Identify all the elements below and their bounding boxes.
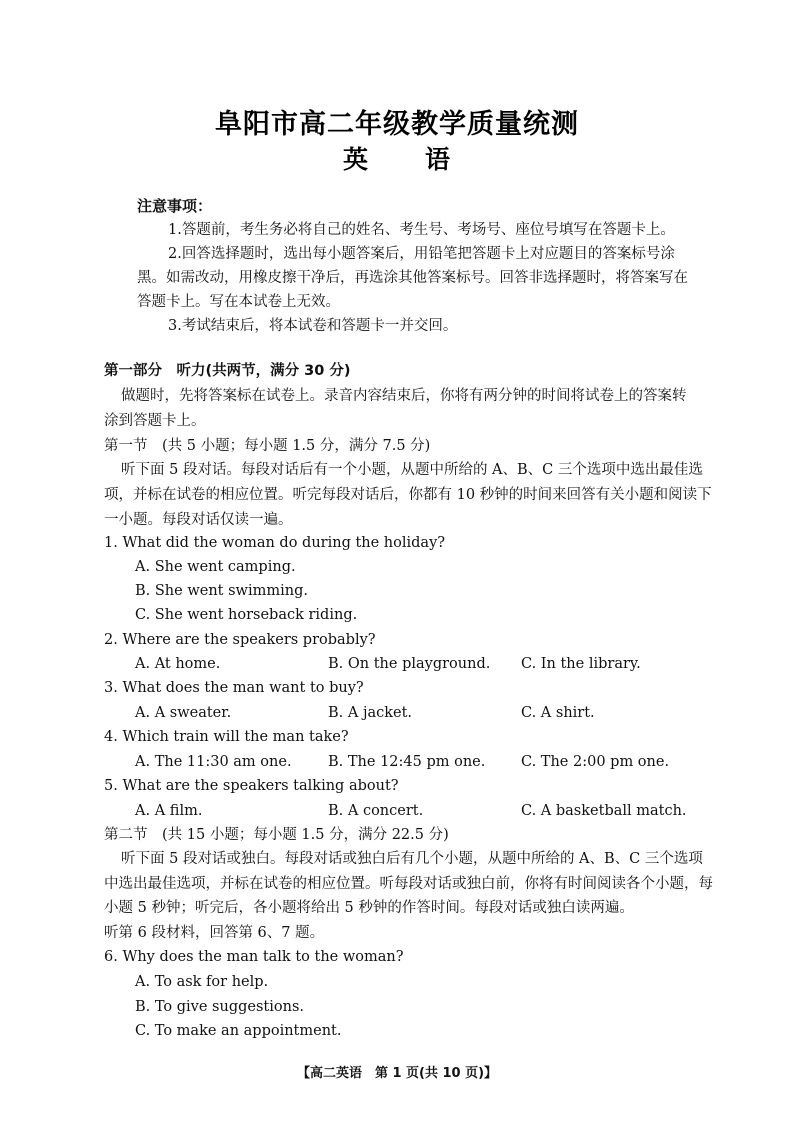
section1-intro-c: 一小题。每段对话仅读一遍。 [104,512,293,528]
exam-title: 阜阳市高二年级教学质量统测 [215,109,579,140]
question-1-option-b: B. She went swimming. [135,583,308,599]
question-5-stem: 5. What are the speakers talking about? [104,778,399,794]
notice-item-2a: 2.回答选择题时，选出每小题答案后，用铅笔把答题卡上对应题目的答案标号涂 [168,246,675,262]
subject-char-2: 语 [425,145,452,174]
notice-heading: 注意事项： [137,197,213,215]
question-3-option-b: B. A jacket. [328,705,413,721]
question-4-option-b: B. The 12:45 pm one. [328,754,486,770]
question-5-option-a: A. A film. [135,803,203,819]
question-3-stem: 3. What does the man want to buy? [104,680,364,696]
question-6-option-c: C. To make an appointment. [135,1023,342,1039]
question-5-option-b: B. A concert. [328,803,424,819]
section1-heading: 第一节 (共 5 小题；每小题 1.5 分，满分 7.5 分) [104,438,431,454]
question-2-option-a: A. At home. [135,656,221,672]
question-1-option-c: C. She went horseback riding. [135,607,358,623]
question-3-option-c: C. A shirt. [521,705,595,721]
section2-intro-c: 小题 5 秒钟；听完后，各小题将给出 5 秒钟的作答时间。每段对话或独白读两遍。 [104,900,634,916]
question-4-option-a: A. The 11:30 am one. [135,754,292,770]
part1-intro-a: 做题时，先将答案标在试卷上。录音内容结束后，你将有两分钟的时间将试卷上的答案转 [121,388,687,404]
question-3-option-a: A. A sweater. [135,705,232,721]
question-6-option-b: B. To give suggestions. [135,999,305,1015]
question-6-stem: 6. Why does the man talk to the woman? [104,949,404,965]
question-4-stem: 4. Which train will the man take? [104,729,349,745]
notice-item-1: 1.答题前，考生务必将自己的姓名、考生号、考场号、座位号填写在答题卡上。 [168,222,675,238]
material-6-instruction: 听第 6 段材料，回答第 6、7 题。 [104,925,325,941]
section2-heading: 第二节 (共 15 小题；每小题 1.5 分，满分 22.5 分) [104,827,449,843]
question-1-stem: 1. What did the woman do during the holiday? [104,535,446,551]
part1-heading: 第一部分 听力(共两节，满分 30 分) [104,363,351,379]
question-4-option-c: C. The 2:00 pm one. [521,754,670,770]
question-2-option-c: C. In the library. [521,656,641,672]
notice-item-3: 3.考试结束后，将本试卷和答题卡一并交回。 [168,318,458,334]
question-2-stem: 2. Where are the speakers probably? [104,632,376,648]
subject-title [0,140,794,176]
question-5-option-c: C. A basketball match. [521,803,687,819]
page-footer: 【高二英语 第 1 页(共 10 页)】 [296,1066,498,1081]
question-2-option-b: B. On the playground. [328,656,491,672]
section2-intro-a: 听下面 5 段对话或独白。每段对话或独白后有几个小题，从题中所给的 A、B、C 三个选项 [121,851,703,867]
part1-intro-b: 涂到答题卡上。 [104,413,206,429]
question-1-option-a: A. She went camping. [135,559,296,575]
question-6-option-a: A. To ask for help. [135,974,269,990]
section1-intro-a: 听下面 5 段对话。每段对话后有一个小题，从题中所给的 A、B、C 三个选项中选出最佳选 [121,462,703,478]
section1-intro-b: 项，并标在试卷的相应位置。听完每段对话后，你都有 10 秒钟的时间来回答有关小题和阅读下 [104,487,712,503]
section2-intro-b: 中选出最佳选项，并标在试卷的相应位置。听每段对话或独白前，你将有时间阅读各个小题，每 [104,876,713,892]
notice-item-2c: 答题卡上。写在本试卷上无效。 [137,294,340,310]
notice-item-2b: 黑。如需改动，用橡皮擦干净后，再选涂其他答案标号。回答非选择题时，将答案写在 [137,270,688,286]
subject-char-1: 英 [342,145,369,174]
